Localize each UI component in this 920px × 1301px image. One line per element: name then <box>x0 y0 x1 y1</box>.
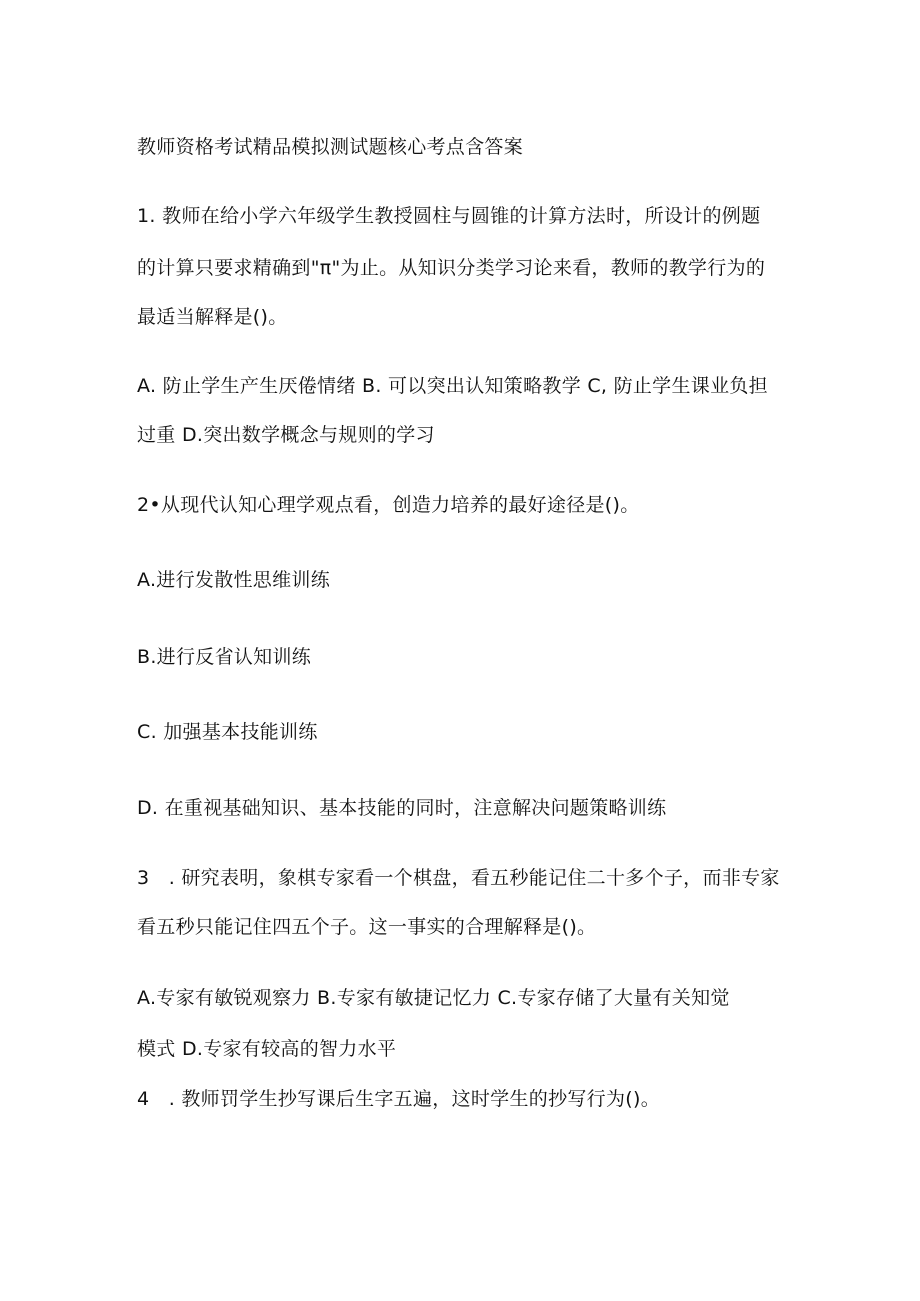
question-1-stem-line-2: 的计算只要求精确到"π"为止。从知识分类学习论来看，教师的教学行为的 <box>137 257 766 279</box>
question-2-option-c: C. 加强基本技能训练 <box>137 721 318 743</box>
question-2-option-a: A.进行发散性思维训练 <box>137 569 331 591</box>
question-2-option-d: D. 在重视基础知识、基本技能的同时，注意解决问题策略训练 <box>137 797 667 819</box>
question-3-stem-line-2: 看五秒只能记住四五个子。这一事实的合理解释是()。 <box>137 916 597 938</box>
question-2-option-b: B.进行反省认知训练 <box>137 646 312 668</box>
question-3-options-line-2: 模式 D.专家有较高的智力水平 <box>137 1038 397 1060</box>
question-1-stem-line-3: 最适当解释是()。 <box>137 306 288 328</box>
question-1-options-line-2: 过重 D.突出数学概念与规则的学习 <box>137 424 435 446</box>
question-3-stem-line-1: 3 . 研究表明，象棋专家看一个棋盘，看五秒能记住二十多个子，而非专家 <box>137 867 780 889</box>
question-1-options-line-1: A. 防止学生产生厌倦情绪 B. 可以突出认知策略教学 C, 防止学生课业负担 <box>137 375 768 397</box>
question-1-stem-line-1: 1. 教师在给小学六年级学生教授圆柱与圆锥的计算方法时，所设计的例题 <box>137 205 761 227</box>
question-3-options-line-1: A.专家有敏锐观察力 B.专家有敏捷记忆力 C.专家存储了大量有关知觉 <box>137 987 730 1009</box>
question-4-stem: 4 . 教师罚学生抄写课后生字五遍，这时学生的抄写行为()。 <box>137 1088 660 1110</box>
question-2-stem: 2•从现代认知心理学观点看，创造力培养的最好途径是()。 <box>137 494 640 516</box>
document-title: 教师资格考试精品模拟测试题核心考点含答案 <box>137 136 524 158</box>
